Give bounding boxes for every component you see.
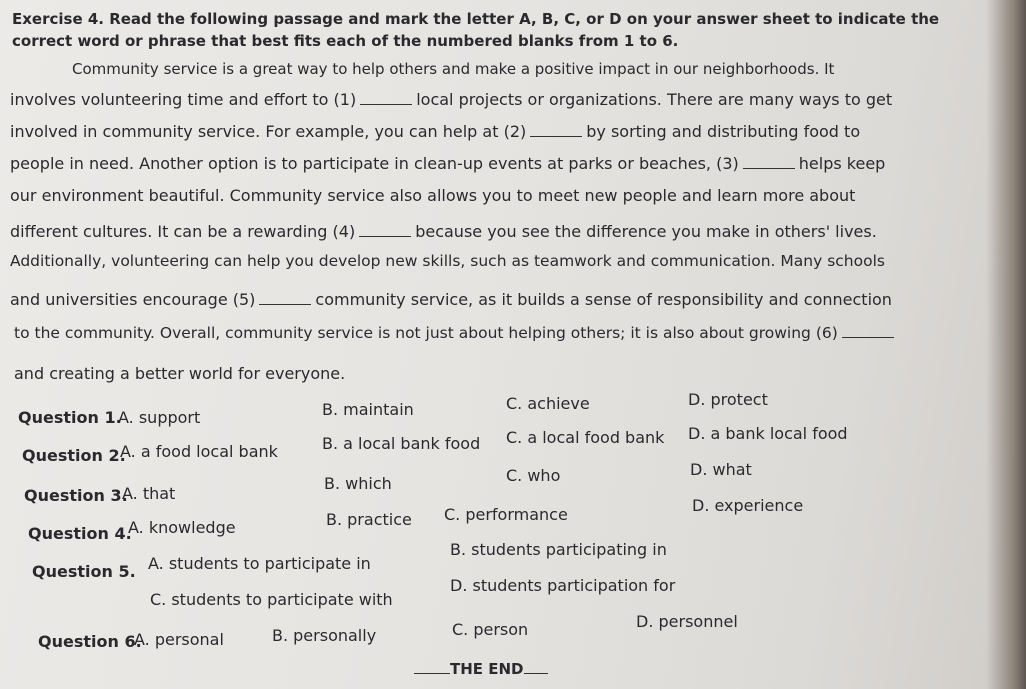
q1-option-a: A. support (118, 408, 201, 427)
q3-option-c: C. who (506, 466, 561, 485)
passage-line-3: involved in community service. For example, you can help at (2) by sorting and distributing food to (10, 122, 861, 141)
passage-line-5: our environment beautiful. Community service also allows you to meet new people and learn more about (10, 186, 856, 205)
q4-option-d: D. experience (692, 496, 804, 515)
passage-line-4: people in need. Another option is to participate in clean-up events at parks or beaches, (3) helps keep (10, 154, 886, 173)
passage-line-1: Community service is a great way to help others and make a positive impact in our neighborhoods. It (72, 60, 835, 78)
passage-line-9: to the community. Overall, community service is not just about helping others; it is also about growing (6) (14, 324, 898, 342)
q6-option-b: B. personally (272, 626, 377, 645)
q6-option-d: D. personnel (636, 612, 738, 631)
q3-option-a: A. that (122, 484, 176, 503)
q4-option-c: C. performance (444, 505, 568, 524)
q5-option-a: A. students to participate in (148, 554, 371, 573)
q2-option-c: C. a local food bank (506, 428, 665, 447)
the-end-label: THE END (414, 660, 548, 678)
passage-line-2: involves volunteering time and effort to (1) local projects or organizations. There are many ways to get (10, 90, 893, 109)
passage-line-7: Additionally, volunteering can help you develop new skills, such as teamwork and communication. Many schools (10, 252, 885, 270)
passage-line-6: different cultures. It can be a rewarding (4) because you see the difference you make in others' lives. (10, 222, 877, 241)
q1-option-c: C. achieve (506, 394, 590, 413)
q6-option-c: C. person (452, 620, 529, 639)
blank-1 (360, 103, 412, 105)
q3-option-b: B. which (324, 474, 392, 493)
q2-option-a: A. a food local bank (120, 442, 278, 461)
q3-option-d: D. what (690, 460, 752, 479)
q2-option-b: B. a local bank food (322, 434, 481, 453)
blank-5 (259, 303, 311, 305)
question-6-label: Question 6. (38, 632, 142, 651)
passage-line-10: and creating a better world for everyone. (14, 364, 346, 383)
passage-line-8: and universities encourage (5) community service, as it builds a sense of responsibility and connection (10, 290, 892, 309)
question-4-label: Question 4. (28, 524, 132, 543)
question-1-label: Question 1. (18, 408, 122, 427)
q5-option-d: D. students participation for (450, 576, 676, 595)
blank-2 (530, 135, 582, 137)
blank-3 (743, 167, 795, 169)
q6-option-a: A. personal (134, 630, 224, 649)
exercise-heading: Exercise 4. Read the following passage and mark the letter A, B, C, or D on your answer sheet to indicate the (12, 10, 940, 28)
q1-option-b: B. maintain (322, 400, 414, 419)
page-shadow-edge (986, 0, 1026, 689)
end-rule-right (524, 672, 548, 674)
blank-4 (359, 235, 411, 237)
q4-option-b: B. practice (326, 510, 412, 529)
question-2-label: Question 2. (22, 446, 126, 465)
q1-option-d: D. protect (688, 390, 768, 409)
q5-option-c: C. students to participate with (150, 590, 393, 609)
q2-option-d: D. a bank local food (688, 424, 848, 443)
q4-option-a: A. knowledge (128, 518, 236, 537)
blank-6 (842, 336, 894, 338)
question-5-label: Question 5. (32, 562, 136, 581)
question-3-label: Question 3. (24, 486, 128, 505)
exercise-heading-line2: correct word or phrase that best fits each of the numbered blanks from 1 to 6. (12, 32, 679, 50)
end-rule-left (414, 672, 450, 674)
q5-option-b: B. students participating in (450, 540, 667, 559)
